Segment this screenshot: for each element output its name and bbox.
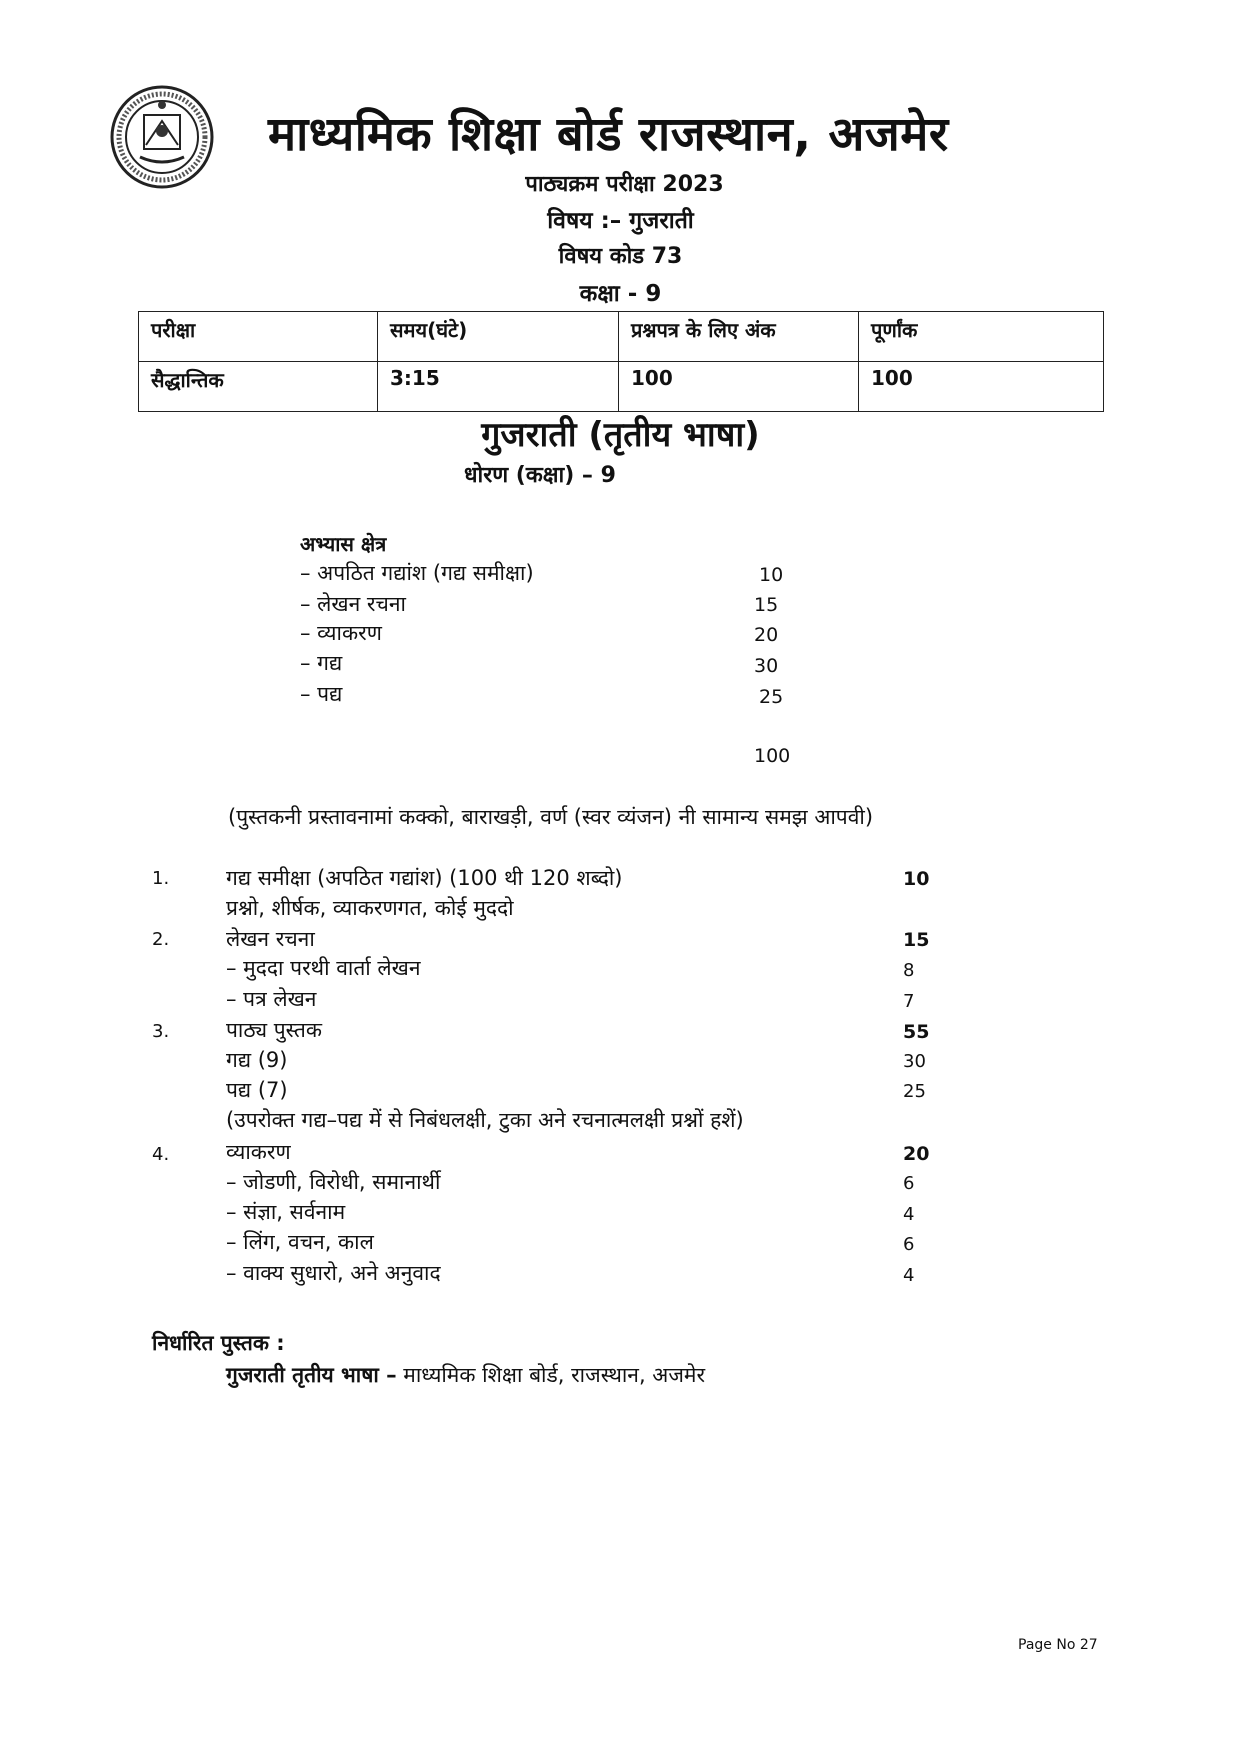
section-line: – वाक्य सुधारो, अने अनुवाद xyxy=(226,1261,441,1285)
prescribed-book-label: निर्धारित पुस्तक : xyxy=(152,1331,285,1355)
section-line-marks: 7 xyxy=(903,991,915,1012)
section-title: लेखन रचना xyxy=(226,927,315,951)
section-line-marks: 30 xyxy=(903,1051,926,1072)
prescribed-book xyxy=(226,1361,705,1389)
table-cell: 3:15 xyxy=(378,362,619,412)
practice-areas-total: 100 xyxy=(754,745,791,767)
subject-code-line: विषय कोड 73 xyxy=(558,244,683,269)
grade-line: धोरण (कक्षा) – 9 xyxy=(464,463,616,488)
table-header-cell: परीक्षा xyxy=(139,312,378,362)
section-line: – संज्ञा, सर्वनाम xyxy=(226,1200,346,1224)
practice-area-item: – लेखन रचना xyxy=(300,592,406,616)
section-marks: 10 xyxy=(903,868,930,890)
table-cell: 100 xyxy=(619,362,859,412)
class-line: कक्षा - 9 xyxy=(579,281,662,307)
practice-area-marks: 30 xyxy=(754,655,779,677)
section-line: – पत्र लेखन xyxy=(226,987,317,1011)
practice-area-item: – अपठित गद्यांश (गद्य समीक्षा) xyxy=(300,561,534,585)
exam-table xyxy=(138,311,1104,412)
intro-note: (पुस्तकनी प्रस्तावनामां कक्को, बाराखड़ी, वर्ण (स्वर व्यंजन) नी सामान्य समझ आपवी) xyxy=(228,805,874,829)
table-header-cell: प्रश्नपत्र के लिए अंक xyxy=(619,312,859,362)
practice-area-item: – पद्य xyxy=(300,682,343,706)
table-header-cell: समय(घंटे) xyxy=(378,312,619,362)
section-number: 4. xyxy=(152,1144,170,1165)
section-line: – जोडणी, विरोधी, समानार्थी xyxy=(226,1170,441,1194)
table-cell: सैद्धान्तिक xyxy=(139,362,378,412)
book-publisher: माध्यमिक शिक्षा बोर्ड, राजस्थान, अजमेर xyxy=(396,1363,706,1387)
section-number: 3. xyxy=(152,1021,170,1042)
section-title: व्याकरण xyxy=(226,1140,291,1164)
board-title: माध्यमिक शिक्षा बोर्ड राजस्थान, अजमेर xyxy=(268,107,949,162)
section-line: (उपरोक्त गद्य–पद्य में से निबंधलक्षी, टुका अने रचनात्मलक्षी प्रश्नों हशें) xyxy=(226,1108,744,1132)
table-header-cell: पूर्णांक xyxy=(859,312,1104,362)
section-marks: 15 xyxy=(903,929,930,951)
page-number: Page No 27 xyxy=(1018,1637,1098,1653)
table-header-row xyxy=(139,312,1104,362)
section-marks: 20 xyxy=(903,1143,930,1165)
section-line-marks: 8 xyxy=(903,960,915,981)
table-cell: 100 xyxy=(859,362,1104,412)
section-line-marks: 4 xyxy=(903,1265,915,1286)
section-line: – लिंग, वचन, काल xyxy=(226,1230,374,1254)
section-line: पद्य (7) xyxy=(226,1078,288,1102)
section-line-marks: 6 xyxy=(903,1234,915,1255)
section-line: गद्य (9) xyxy=(226,1048,288,1072)
practice-area-marks: 15 xyxy=(754,594,779,616)
section-marks: 55 xyxy=(903,1021,930,1043)
table-row xyxy=(139,362,1104,412)
practice-areas-heading: अभ्यास क्षेत्र xyxy=(300,532,387,556)
section-line-marks: 6 xyxy=(903,1173,915,1194)
section-title: पाठ्य पुस्तक xyxy=(226,1018,322,1042)
course-title: गुजराती (तृतीय भाषा) xyxy=(481,415,760,455)
section-line-marks: 25 xyxy=(903,1081,926,1102)
practice-area-marks: 20 xyxy=(754,624,779,646)
syllabus-line: पाठ्यक्रम परीक्षा 2023 xyxy=(525,172,724,197)
practice-area-marks: 10 xyxy=(759,564,784,586)
practice-area-item: – व्याकरण xyxy=(300,621,382,645)
section-number: 2. xyxy=(152,929,170,950)
subject-line: विषय :– गुजराती xyxy=(547,208,694,234)
section-line: प्रश्नो, शीर्षक, व्याकरणगत, कोई मुददो xyxy=(226,896,514,920)
section-number: 1. xyxy=(152,868,170,889)
practice-area-marks: 25 xyxy=(759,686,784,708)
section-line: – मुददा परथी वार्ता लेखन xyxy=(226,956,421,980)
section-line-marks: 4 xyxy=(903,1204,915,1225)
book-title: गुजराती तृतीय भाषा – xyxy=(226,1363,397,1387)
practice-area-item: – गद्य xyxy=(300,651,343,675)
section-title: गद्य समीक्षा (अपठित गद्यांश) (100 थी 120 शब्दो) xyxy=(226,866,623,890)
